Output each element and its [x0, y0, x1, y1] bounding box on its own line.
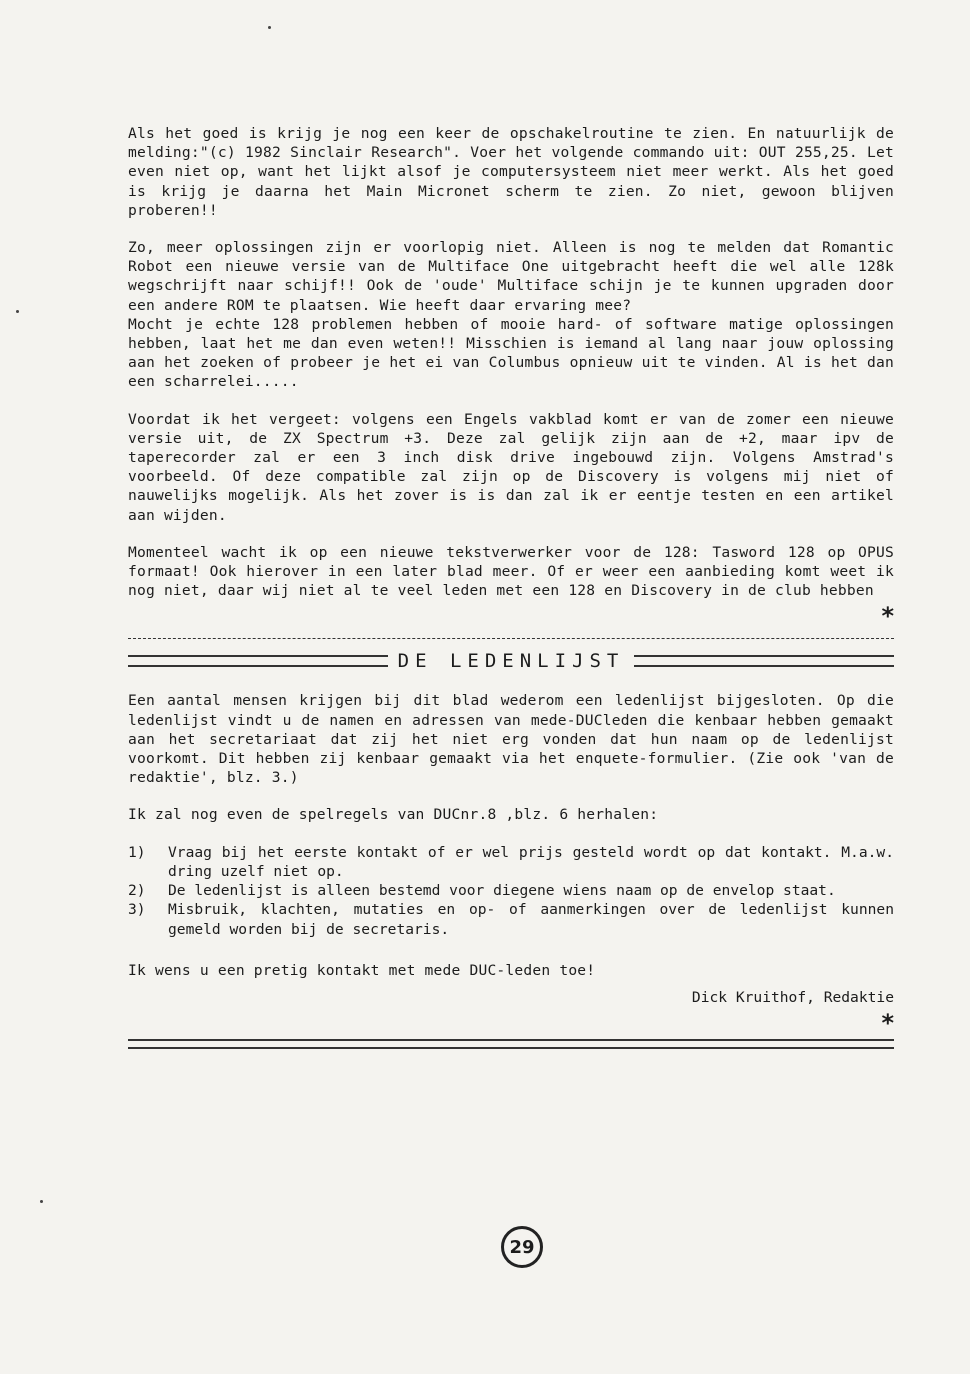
ledenlijst-intro: Een aantal mensen krijgen bij dit blad wederom een ledenlijst bijgesloten. Op die ledenlijst vindt u de namen en adressen van mede-DUCleden die kenbaar hebben gemaakt aan het secretariaat dat zij het niet erg vonden dat hun naam op de ledenlijst voorkomt. Dit hebben zij kenbaar gemaakt via het enquete-formulier. (Zie ook 'van de redaktie', blz. 3.): [128, 692, 894, 787]
rule-number: 2): [128, 882, 146, 900]
divider-dashed-rule: [128, 630, 894, 639]
paragraph-spectrum-plus3: Voordat ik het vergeet: volgens een Engels vakblad komt er van de zomer een nieuwe versie uit, de ZX Spectrum +3. Deze zal gelijk zijn aan de +2, maar ipv de taperecorder zal er een 3 inch disk drive ingebouwd zijn. Volgens Amstrad's voorbeeld. Of deze compatible zal zijn op de Discovery is volgens mij niet of nauwelijks mogelijk. Als het zover is is dan zal ik er eentje testen en een artikel aan wijden.: [128, 410, 894, 524]
rule-text: Vraag bij het eerste kontakt of er wel prijs gesteld wordt op dat kontakt. M.a.w. dring uzelf niet op.: [168, 843, 894, 880]
paragraph-tasword: Momenteel wacht ik op een nieuwe tekstverwerker voor de 128: Tasword 128 op OPUS formaat! Ook hierover in een later blad meer. Of er weer een aanbieding komt weet ik nog niet, daar wij niet al te veel leden met een 128 en Discovery in de club hebben: [128, 543, 894, 600]
list-item: [128, 843, 894, 881]
list-item: [128, 900, 894, 938]
section-title: DE LEDENLIJST: [397, 650, 625, 673]
page-number-badge: 29: [501, 1226, 543, 1268]
rule-text: Misbruik, klachten, mutaties en op- of aanmerkingen over de ledenlijst kunnen gemeld worden bij de secretaris.: [168, 901, 894, 938]
scan-speck: [40, 1200, 43, 1203]
rule-text: De ledenlijst is alleen bestemd voor diegene wiens naam op de envelop staat.: [168, 882, 836, 900]
scan-speck: [268, 26, 271, 29]
divider-star: *: [881, 602, 894, 631]
end-star: *: [881, 1009, 894, 1038]
list-item: [128, 881, 894, 900]
spelregels-intro: Ik zal nog even de spelregels van DUCnr.8 ,blz. 6 herhalen:: [128, 806, 659, 824]
rule-number: 1): [128, 843, 146, 861]
section-heading: [128, 651, 894, 671]
paragraph-opschakelroutine: Als het goed is krijg je nog een keer de opschakelroutine te zien. En natuurlijk de melding:"(c) 1982 Sinclair Research". Voer het volgende commando uit: OUT 255,25. Let even niet op, want het lijkt alsof je computersysteem niet meer werkt. Als het goed is krijg je daarna het Main Micronet scherm te zien. Zo niet, gewoon blijven proberen!!: [128, 125, 894, 219]
end-double-rule: [128, 1039, 894, 1049]
paragraph-oplossingen: Zo, meer oplossingen zijn er voorlopig niet. Alleen is nog te melden dat Romantic Robot een nieuwe versie van de Multiface One uitgebracht heeft die wel alle 128k wegschrijft naar schijf!! Ook de 'oude' Multiface schijn je te kunnen upgraden door een andere ROM te plaatsen. Wie heeft daar ervaring mee?: [128, 239, 894, 314]
scan-speck: [16, 310, 19, 313]
rules-list: [128, 843, 894, 939]
paragraph-128-problemen: Mocht je echte 128 problemen hebben of mooie hard- of software matige oplossingen hebben, laat het me dan even weten!! Misschien is iemand al lang naar jouw oplossing aan het zoeken of probeer je het ei van Columbus opnieuw uit te vinden. Al is het dan een scharrelei.....: [128, 315, 894, 391]
signature: Dick Kruithof, Redaktie: [691, 988, 894, 1006]
heading-bar-right: [634, 655, 894, 667]
closing-line: Ik wens u een pretig kontakt met mede DUC-leden toe!: [128, 961, 596, 979]
rule-number: 3): [128, 901, 146, 919]
heading-bar-left: [128, 655, 388, 667]
document-page: [128, 124, 894, 1049]
